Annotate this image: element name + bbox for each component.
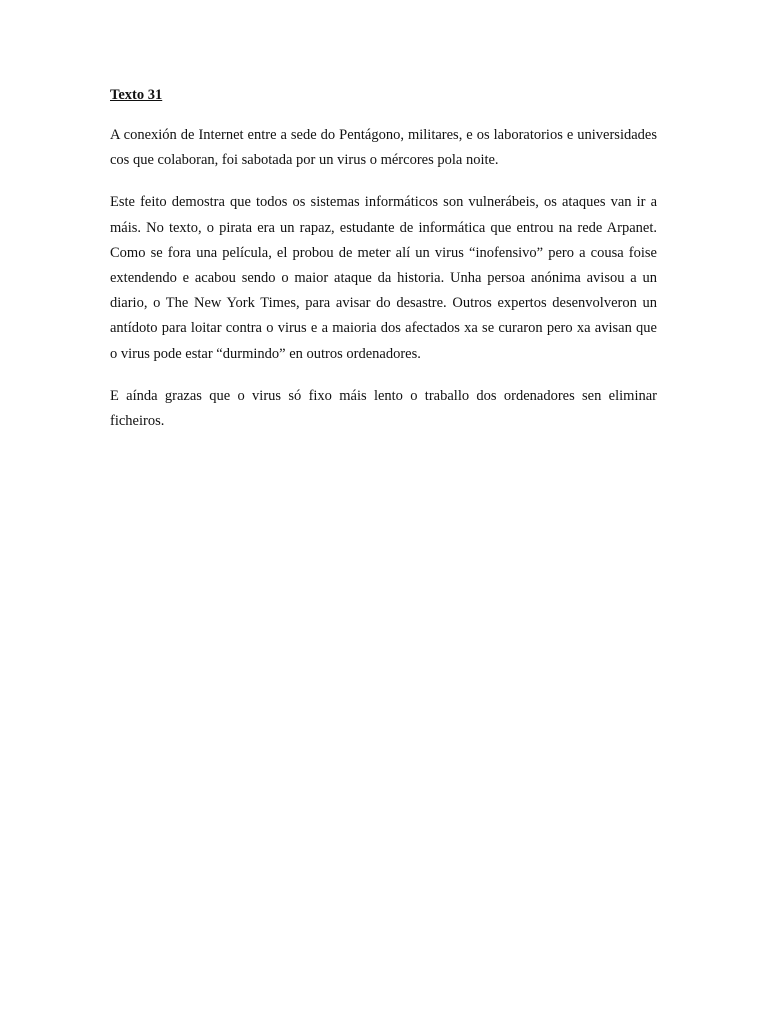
document-title: Texto 31	[110, 87, 163, 103]
paragraph-3: E aínda grazas que o virus só fixo máis lento o traballo dos ordenadores sen eliminar ficheiros.	[110, 387, 657, 430]
document-page	[110, 86, 657, 451]
paragraph-1: A conexión de Internet entre a sede do Pentágono, militares, e os laboratorios e universidades cos que colaboran, foi sabotada por un virus o mércores pola noite.	[110, 127, 657, 169]
paragraph-2: Este feito demostra que todos os sistemas informáticos son vulnerábeis, os ataques van ir a máis. No texto, o pirata era un rapaz, estudante de informática que entrou na rede Arpanet. Como se fora una película, el probou de meter alí un virus “inofensivo” pero a cousa foise extendendo e acabou sendo o maior ataque da historia. Unha persoa anónima avisou a un diario, o The New York Times, para avisar do desastre. Outros expertos desenvolveron un antídoto para loitar contra o virus e a maioria dos afectados xa se curaron pero xa avisan que o virus pode estar “durmindo” en outros ordenadores.	[110, 194, 657, 362]
